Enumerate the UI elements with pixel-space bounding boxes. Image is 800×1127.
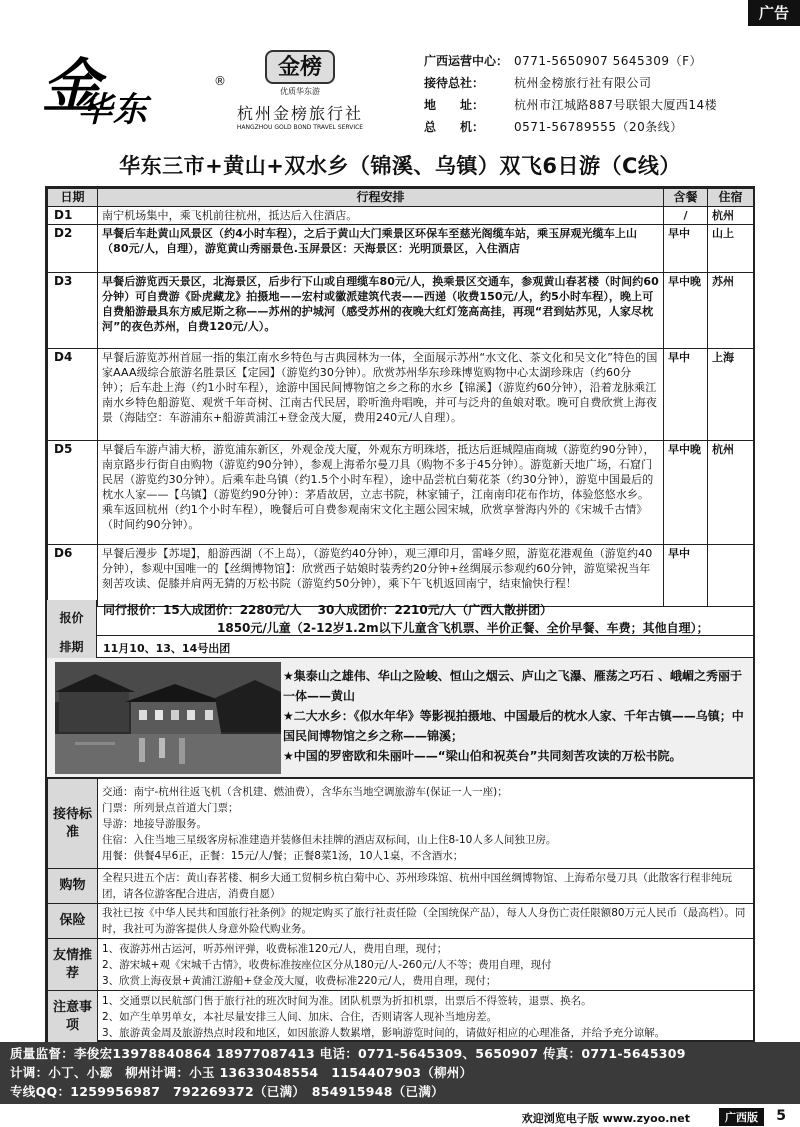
contact-info bbox=[424, 50, 764, 138]
day-description: 早餐后游览西天景区，北海景区，后步行下山或自理缆车80元/人，换乘景区交通车，参观黄山春茗楼（时间约60分钟）可自费游《卧虎藏龙》拍摄地——宏村或徽派建筑代表——西递（收费150元/人，约5小时车程），晚上可自费船游最具东方威尼斯之称——苏州的护城河（感受苏州的夜晚大红灯笼高高挂，再现“君到姑苏见，人家尽枕河”的夜色苏州，自费120元/人）。 bbox=[98, 273, 664, 349]
water-town-image bbox=[55, 662, 281, 774]
header-itinerary: 行程安排 bbox=[98, 189, 664, 207]
day-label: D6 bbox=[48, 545, 98, 607]
day-label: D5 bbox=[48, 441, 98, 545]
footer-line: 计调：小丁、小鄢 柳州计调：小玉 13633048554 1154407903（柳州） bbox=[10, 1065, 473, 1080]
table-row bbox=[48, 349, 754, 441]
table-row bbox=[48, 207, 754, 225]
schedule-section bbox=[47, 636, 753, 658]
contact-row bbox=[424, 50, 764, 72]
header bbox=[40, 40, 760, 140]
info-content: 我社已按《中华人民共和国旅行社条例》的规定购买了旅行社责任险（全国统保产品），每人人身伤亡责任限额80万元人民币（最高档）。同时，我社可为游客提供人身意外险代购业务。 bbox=[98, 904, 754, 939]
logo-slogan: 优质华东游 bbox=[280, 87, 320, 96]
contact-label: 地 址： bbox=[424, 98, 485, 112]
website-link[interactable]: 欢迎浏览电子版 www.zyoo.net bbox=[521, 1112, 690, 1125]
logo-brand-text: 华东 bbox=[78, 90, 148, 130]
edition-badge: 广西版 bbox=[719, 1108, 764, 1126]
registered-mark: ® bbox=[214, 74, 226, 88]
highlight-item: ★二大水乡：《似水年华》等影视拍摄地、中国最后的枕水人家、千年古镇——乌镇；中国民间博物馆之乡之称——锦溪； bbox=[283, 709, 744, 743]
contact-value: 0771-5650907 5645309（F） bbox=[514, 54, 702, 68]
day-lodging: 杭州 bbox=[708, 441, 754, 545]
day-description: 南宁机场集中，乘飞机前往杭州，抵达后入住酒店。 bbox=[98, 207, 664, 225]
day-lodging: 山上 bbox=[708, 225, 754, 273]
contact-label: 广西运营中心： bbox=[424, 54, 509, 68]
day-label: D2 bbox=[48, 225, 98, 273]
water-town-photo bbox=[55, 662, 281, 774]
day-label: D1 bbox=[48, 207, 98, 225]
info-line: 3、欣赏上海夜景+黄浦江游船+登金茂大厦，收费标准220元/人，费用自理，现付； bbox=[102, 974, 497, 987]
page-title: 华东三市+黄山+双水乡（锦溪、乌镇）双飞6日游（C线） bbox=[119, 154, 681, 178]
day-meals: / bbox=[664, 207, 708, 225]
logo-character: 金 bbox=[42, 52, 101, 120]
contact-row bbox=[424, 72, 764, 94]
info-line: 1、夜游苏州古运河，听苏州评弹，收费标准120元/人，费用自理，现付； bbox=[102, 942, 448, 955]
day-description: 早餐后漫步【苏堤】，船游西湖（不上岛），（游览约40分钟），观三潭印月，雷峰夕照，游览花港观鱼（游览约40分钟），参观中国唯一的【丝绸博物馆】：欣赏西子姑娘时装秀约20分钟+丝绸展示参观约60分钟，游览梁祝当年刻苦攻读、促膝并肩两无猜的万松书院（游览约50分钟），乘下午飞机返回南宁，结束愉快行程！ bbox=[98, 545, 664, 607]
day-label: D3 bbox=[48, 273, 98, 349]
table-row bbox=[48, 939, 754, 991]
info-label: 友情推荐 bbox=[48, 939, 98, 991]
info-content bbox=[98, 991, 754, 1043]
info-line: 住宿：入住当地三星级客房标准建造并装修但未挂牌的酒店双标间，山上住8-10人多人间独卫房。 bbox=[102, 833, 557, 846]
info-line: 1、交通票以民航部门售于旅行社的班次时间为准。团队机票为折扣机票，出票后不得签转，退票、换名。 bbox=[102, 994, 592, 1007]
logo-badge: 金榜 bbox=[265, 50, 335, 84]
info-label: 购物 bbox=[48, 869, 98, 904]
jinbang-logo bbox=[230, 50, 370, 138]
agency-english-name: HANGZHOU GOLD BOND TRAVEL SERVICE bbox=[236, 124, 364, 131]
footer-line: 质量监督：李俊宏13978840864 18977087413 电话：0771-5645309、5650907 传真：0771-5645309 bbox=[10, 1046, 686, 1061]
table-row bbox=[48, 869, 754, 904]
info-line: 2、游宋城+观《宋城千古情》，收费标准按座位区分从180元/人-260元/人不等；费用自理，现付 bbox=[102, 958, 552, 971]
day-description: 早餐后车游卢浦大桥，游览浦东新区，外观金茂大厦，外观东方明珠塔，抵达后逛城隍庙商城（游览约90分钟），南京路步行街自由购物（游览约90分钟），参观上海希尔曼刀具（购物不多于45分钟）。游览新天地广场，石窟门民居（游览约30分钟）。后乘车赴乌镇（约1.5个小时车程），途中品尝杭白菊花茶（约30分钟），游览中国最后的枕水人家——【乌镇】（游览约90分钟）：茅盾故居，立志书院，林家铺子，江南南印花布作坊，体验悠悠水乡。乘车返回杭州（约1个小时车程），晚餐后可自费参观南宋文化主题公园宋城，欣赏享誉海内外的《宋城千古情》（时间约90分钟）。 bbox=[98, 441, 664, 545]
day-lodging bbox=[708, 545, 754, 607]
jinhuadong-logo bbox=[42, 50, 232, 130]
agency-name: 杭州金榜旅行社 bbox=[236, 104, 363, 123]
contact-row bbox=[424, 116, 764, 138]
table-row bbox=[48, 545, 754, 607]
day-meals: 早中 bbox=[664, 349, 708, 441]
day-lodging: 杭州 bbox=[708, 207, 754, 225]
contact-value: 0571-56789555（20条线） bbox=[514, 120, 683, 134]
highlights-list bbox=[283, 666, 749, 766]
day-lodging: 上海 bbox=[708, 349, 754, 441]
price-line-2: 1850元/儿童（2-12岁1.2m以下儿童含飞机票、半价正餐、全价早餐、车费；其他自理）； bbox=[217, 621, 709, 635]
contact-value: 杭州市江城路887号联银大厦西14楼 bbox=[514, 98, 718, 112]
contact-label: 接待总社： bbox=[424, 76, 485, 90]
ad-tag: 广告 bbox=[748, 0, 800, 26]
info-content bbox=[98, 779, 754, 869]
service-info-table bbox=[47, 778, 754, 1043]
price-line-1: 同行报价：15人成团价：2280元/人 30人成团价：2210元/人（广西人散拼团） bbox=[103, 603, 553, 617]
price-section bbox=[47, 600, 753, 636]
table-row bbox=[48, 991, 754, 1043]
info-line: 3、旅游黄金周及旅游热点时段和地区，如因旅游人数累增，影响游览时间的，请做好相应的心理准备，并给予充分谅解。 bbox=[102, 1026, 666, 1039]
info-line: 门票：所列景点首道大门票； bbox=[102, 801, 239, 814]
table-row bbox=[48, 273, 754, 349]
footer-contact-bar bbox=[0, 1042, 800, 1104]
highlight-item: ★中国的罗密欧和朱丽叶——“梁山伯和祝英台”共同刻苦攻读的万松书院。 bbox=[283, 749, 682, 763]
info-line: 导游：地接导游服务。 bbox=[102, 817, 207, 830]
info-label: 接待标准 bbox=[48, 779, 98, 869]
info-line: 用餐：供餐4早6正，正餐：15元/人/餐；正餐8菜1汤，10人1桌，不含酒水； bbox=[102, 849, 464, 862]
info-line: 2、如产生单男单女，本社尽量安排三人间、加床、合住，否则请客人现补当地房差。 bbox=[102, 1010, 498, 1023]
day-description: 早餐后游览苏州首屈一指的集江南水乡特色与古典园林为一体，全面展示苏州“水文化、茶文化和吴文化”特色的国家AAA级综合旅游名胜景区【定园】（游览约30分钟）。欣赏苏州华东珍珠博览购物中心太湖珍珠店（约60分钟）；后车赴上海（约1小时车程），途游中国民间博物馆之乡之称的水乡【锦溪】（游览约60分钟），沿着龙脉乘江南水乡特色船游览、观赏千年奇树、江南古代民居，聆听渔舟唱晚，并可与泛舟的鱼娘对歌。晚可自费欣赏上海夜景（海陆空：车游浦东+船游黄浦江+登金茂大厦，费用240元/人自理）。 bbox=[98, 349, 664, 441]
header-date: 日期 bbox=[48, 189, 98, 207]
contact-label: 总 机： bbox=[424, 120, 485, 134]
page-number: 5 bbox=[776, 1108, 786, 1124]
day-lodging: 苏州 bbox=[708, 273, 754, 349]
table-row bbox=[48, 779, 754, 869]
info-label: 保险 bbox=[48, 904, 98, 939]
footer-line: 专线QQ：1259956987 792269372（已满） 854915948（已满） bbox=[10, 1084, 444, 1099]
day-meals: 早中 bbox=[664, 225, 708, 273]
schedule-label: 排期 bbox=[47, 636, 97, 658]
header-meals: 含餐 bbox=[664, 189, 708, 207]
price-label: 报价 bbox=[47, 600, 97, 636]
day-label: D4 bbox=[48, 349, 98, 441]
info-label: 注意事项 bbox=[48, 991, 98, 1043]
table-header-row bbox=[48, 189, 754, 207]
day-meals: 早中 bbox=[664, 545, 708, 607]
highlight-item: ★集泰山之雄伟、华山之险峻、恒山之烟云、庐山之飞瀑、雁荡之巧石 、峨嵋之秀丽于一体——黄山 bbox=[283, 669, 742, 703]
info-content: 全程只进五个店：黄山春茗楼、桐乡大通工贸桐乡杭白菊中心、苏州珍珠馆、杭州中国丝绸博物馆、上海希尔曼刀具（此散客行程非纯玩团，请各位游客配合进店，消费自愿） bbox=[98, 869, 754, 904]
table-row bbox=[48, 225, 754, 273]
info-content bbox=[98, 939, 754, 991]
schedule-text: 11月10、13、14号出团 bbox=[103, 642, 231, 655]
day-meals: 早中晚 bbox=[664, 441, 708, 545]
highlight-section bbox=[47, 658, 753, 778]
contact-value: 杭州金榜旅行社有限公司 bbox=[514, 76, 652, 90]
table-row bbox=[48, 904, 754, 939]
table-row bbox=[48, 441, 754, 545]
info-line: 交通：南宁-杭州往返飞机（含机建、燃油费），含华东当地空调旅游车(保证一人一座)； bbox=[102, 785, 508, 798]
itinerary-table bbox=[47, 188, 754, 607]
day-meals: 早中晚 bbox=[664, 273, 708, 349]
day-description: 早餐后车赴黄山风景区（约4小时车程），之后于黄山大门乘景区环保车至慈光阁缆车站，乘玉屏观光缆车上山（80元/人，自理），游览黄山秀丽景色.玉屏景区：天海景区：光明顶景区，入住酒店 bbox=[98, 225, 664, 273]
header-lodging: 住宿 bbox=[708, 189, 754, 207]
page-footer bbox=[0, 1106, 800, 1127]
contact-row bbox=[424, 94, 764, 116]
